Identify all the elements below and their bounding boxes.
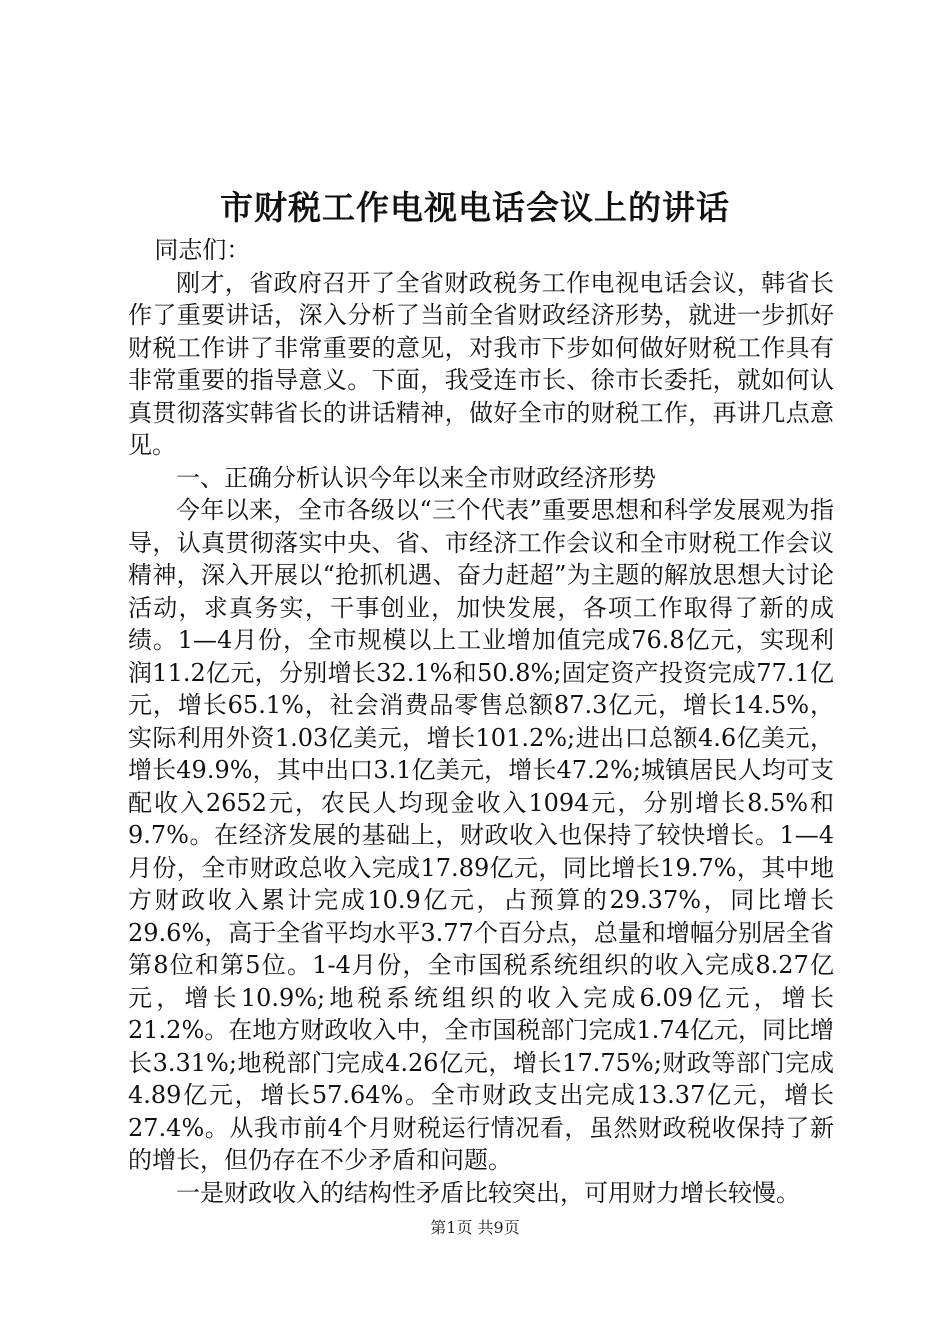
paragraph-intro: 刚才，省政府召开了全省财政税务工作电视电话会议，韩省长作了重要讲话，深入分析了当前全省财政经济形势，就进一步抓好财税工作讲了非常重要的意见，对我市下步如何做好财税工作具有非常重要的指导意义。下面，我受连市长、徐市长委托，就如何认真贯彻落实韩省长的讲话精神，做好全市的财税工作，再讲几点意见。 — [128, 268, 834, 459]
section-heading-1: 一、正确分析认识今年以来全市财政经济形势 — [176, 463, 656, 492]
paragraph-economic-situation: 今年以来，全市各级以“三个代表”重要思想和科学发展观为指导，认真贯彻落实中央、省、市经济工作会议和全市财税工作会议精神，深入开展以“抢抓机遇、奋力赶超”为主题的解放思想大讨论活动，求真务实，干事创业，加快发展，各项工作取得了新的成绩。1—4月份，全市规模以上工业增加值完成76.8亿元，实现利润11.2亿元，分别增长32.1%和50.8%;固定资产投资完成77.1亿元，增长65.1%，社会消费品零售总额87.3亿元，增长14.5%，实际利用外资1.03亿美元，增长101.2%;进出口总额4.6亿美元，增长49.9%，其中出口3.1亿美元，增长47.2%;城镇居民人均可支配收入2652元，农民人均现金收入1094元，分别增长8.5%和9.7%。在经济发展的基础上，财政收入也保持了较快增长。1—4月份，全市财政总收入完成17.89亿元，同比增长19.7%，其中地方财政收入累计完成10.9亿元，占预算的29.37%，同比增长29.6%，高于全省平均水平3.77个百分点，总量和增幅分别居全省第8位和第5位。1-4月份，全市国税系统组织的收入完成8.27亿元，增长10.9%;地税系统组织的收入完成6.09亿元，增长21.2%。在地方财政收入中，全市国税部门完成1.74亿元，同比增长3.31%;地税部门完成4.26亿元，增长17.75%;财政等部门完成4.89亿元，增长57.64%。全市财政支出完成13.37亿元，增长27.4%。从我市前4个月财税运行情况看，虽然财政税收保持了新的增长，但仍存在不少矛盾和问题。 — [128, 496, 834, 1174]
paragraph-problem-1: 一是财政收入的结构性矛盾比较突出，可用财力增长较慢。 — [176, 1178, 800, 1207]
page-footer: 第1页 共9页 — [430, 1218, 520, 1237]
salutation: 同志们： — [154, 236, 251, 264]
document-title: 市财税工作电视电话会议上的讲话 — [220, 188, 730, 227]
document-body — [128, 234, 834, 1209]
